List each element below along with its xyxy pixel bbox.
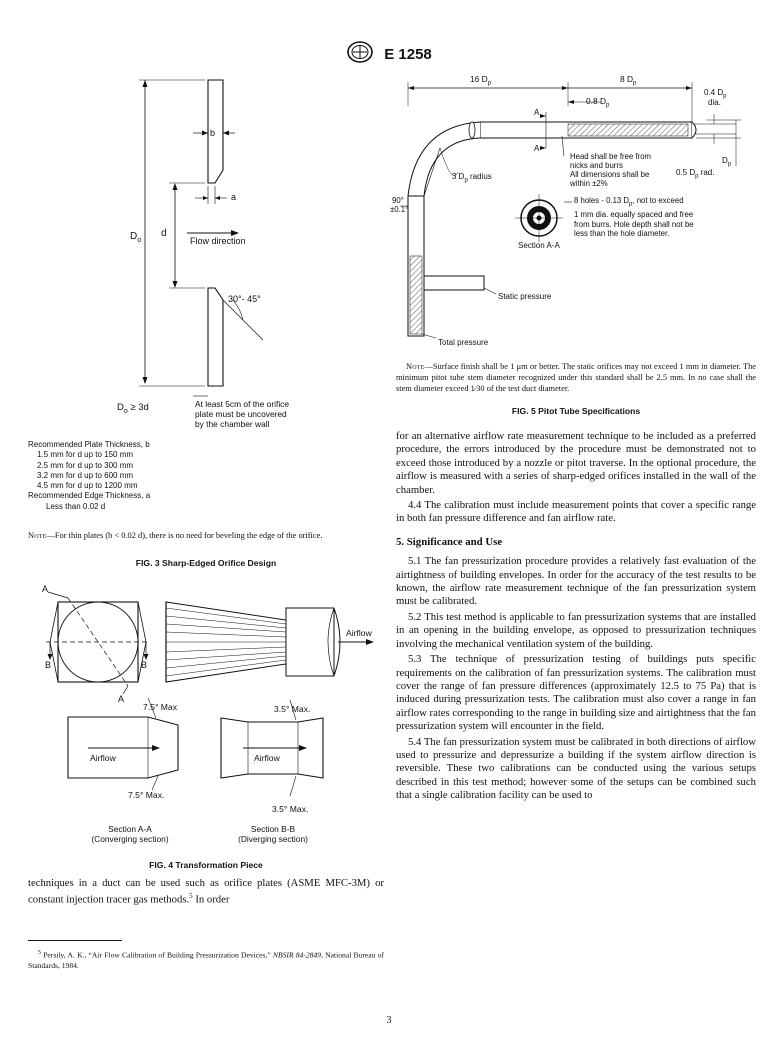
section-b-label: Section B-B (Diverging section) — [238, 824, 308, 844]
do-label: $D_o$ — [130, 231, 142, 244]
fig4-drawing — [28, 584, 384, 858]
paragraph-5-3: 5.3 The technique of pressurization testing of buildings puts specific requirements on the calibration of fan pressurization systems. The calibration must cover the range of fan pressure differences (approximately 12.5 to 75 Pa) that is induced during pressurization tests. The calibration must also cover a range in fan airflow rates corresponding to the range in building size and airtightness that the fan pressurization system will encounter in the field. — [396, 653, 757, 733]
angle-tol-label: ±0.1° — [390, 205, 409, 214]
converging-airflow-label: Airflow — [90, 753, 116, 763]
fig3-caption: FIG. 3 Sharp-Edged Orifice Design — [135, 558, 277, 568]
edge-thickness-value: Less than 0.02 d — [46, 501, 106, 511]
edge-thickness-heading: Recommended Edge Thickness, a — [28, 491, 151, 501]
diverging-airflow-label: Airflow — [254, 753, 280, 763]
fig3-specs — [28, 440, 328, 512]
static-pressure-label: Static pressure — [498, 292, 552, 301]
footnote-rule — [28, 940, 122, 941]
dia-label: dia. — [708, 98, 721, 107]
paragraph-5-4: 5.4 The fan pressurization system must be calibrated in both directions of airflow used to pressurize and depressurize a building if the system airflow direction is reversible. These two calibrations can be conducted using the various setups described in this test method; however some of the setups can be combined such that a single calibration facility can be used to — [396, 735, 756, 802]
flow-direction-label: Flow direction — [190, 236, 246, 246]
dim-16dp: 16 $D_p$ — [470, 74, 492, 87]
b-marker: B — [141, 660, 148, 670]
spec-row: 1.5 mm for d up to 150 mm — [37, 450, 134, 460]
angle-label: 30°- 45° — [228, 294, 261, 304]
angle-90-label: 90° — [392, 196, 404, 205]
a-marker: A — [42, 584, 49, 594]
standard-code: E 1258 — [384, 46, 432, 63]
fig5-note: Note—Surface finish shall be 1 μm or better. The static orifices may not exceed 1 mm in diameter. The minimum pitot tube stem diameter recognized under this standard shall be 2.5 mm. In no case shall the stem diameter exceed 1⁄30 of the test duct diameter. — [396, 362, 756, 393]
fig3-note: Note—For thin plates (b < 0.02 d), there is no need for beveling the edge of the orifice. — [28, 531, 323, 540]
plate-thickness-heading: Recommended Plate Thickness, b — [28, 440, 150, 449]
converging-angle-label: 7.5° Max. — [128, 790, 165, 800]
b-label: b — [210, 128, 216, 138]
page-header — [0, 40, 778, 69]
section-5-heading: 5. Significance and Use — [396, 535, 503, 548]
paragraph-5-2: 5.2 This test method is applicable to fan pressurization systems that are installed in an opening in the building envelope, as opposed to pressurization techniques involving the mechanical ventilation system of the building. — [396, 610, 756, 650]
rad-label: 0.5 $D_p$ rad. — [676, 168, 715, 180]
paragraph-4-4: 4.4 The calibration must include measurement points that cover a specific range in both fan pressure difference and fan airflow rate. — [396, 499, 756, 525]
dp-label: $D_p$ — [722, 156, 732, 168]
dim-04dp: 0.4 $D_p$ — [704, 88, 727, 100]
astm-logo — [346, 40, 374, 69]
dim-08dp: 0.8 $D_p$ — [586, 96, 610, 109]
diverging-angle-label: 3.5° Max. — [272, 804, 309, 814]
section-a-label: Section A-A (Converging section) — [91, 824, 169, 844]
fig5-drawing — [390, 74, 756, 354]
right-column — [396, 430, 756, 805]
left-paragraph: techniques in a duct can be used such as orifice plates (ASME MFC-3M) or constant injection tracer gas methods.$^5$ In order — [28, 877, 384, 906]
spec-row: 2.5 mm for d up to 300 mm — [37, 460, 134, 470]
radius-label: 3 $D_p$ radius — [452, 172, 492, 184]
dim-8dp: 8 $D_p$ — [620, 74, 637, 87]
intro-paragraph: for an alternative airflow rate measurement technique to be included as a preferred procedure, the errors introduced by the procedure must be demonstrated not to exceed those introduced by a nozzle or pitot traverse. In the optional procedure, the airflow is measured with a series of sharp-edged orifices installed in the wall of the chamber. — [396, 430, 756, 496]
fig3-drawing — [95, 78, 395, 429]
a-marker: A — [534, 144, 540, 153]
paragraph-5-1: 5.1 The fan pressurization procedure provides a relatively fast evaluation of the airtightness of building envelopes. In order for the accuracy of the test results to be known, the airflow rate measurement technique of the fan pressurization system must be calibrated. — [396, 555, 756, 608]
converging-angle-label: 7.5° Max — [143, 702, 178, 712]
fig5-caption: FIG. 5 Pitot Tube Specifications — [511, 406, 641, 416]
b-marker: B — [45, 660, 52, 670]
d-label: d — [161, 228, 167, 239]
total-pressure-label: Total pressure — [438, 338, 489, 347]
head-note: Head shall be free from nicks and burrs All dimensions shall be within ±2% — [570, 152, 652, 188]
footnote: $^5$ Persily, A. K., “Air Flow Calibration of Building Pressurization Devices,” NBSIR 84-2849, National Bureau of Standards, 1984. — [28, 950, 384, 970]
section-label: Section A-A — [518, 241, 560, 250]
airflow-label: Airflow — [346, 628, 372, 638]
a-label: a — [231, 192, 237, 202]
holes-note: 8 holes - 0.13 $D_p$, not to exceed 1 mm dia. equally spaced and free from burrs. Hole depth shall not be less than the hole diameter. — [574, 196, 694, 239]
spec-row: 3.2 mm for d up to 600 mm — [37, 470, 134, 480]
diverging-angle-label: 3.5° Max. — [274, 704, 311, 714]
a-marker: A — [118, 694, 125, 704]
spec-row: 4.5 mm for d up to 1200 mm — [37, 481, 138, 491]
uncovered-note: At least 5cm of the orifice plate must be uncovered by the chamber wall — [195, 399, 290, 429]
page-number: 3 — [386, 1015, 392, 1026]
fig4-caption: FIG. 4 Transformation Piece — [149, 860, 263, 870]
do-ge-3d-label: $D_o \ge 3d$ — [117, 402, 149, 415]
a-marker: A — [534, 108, 540, 117]
